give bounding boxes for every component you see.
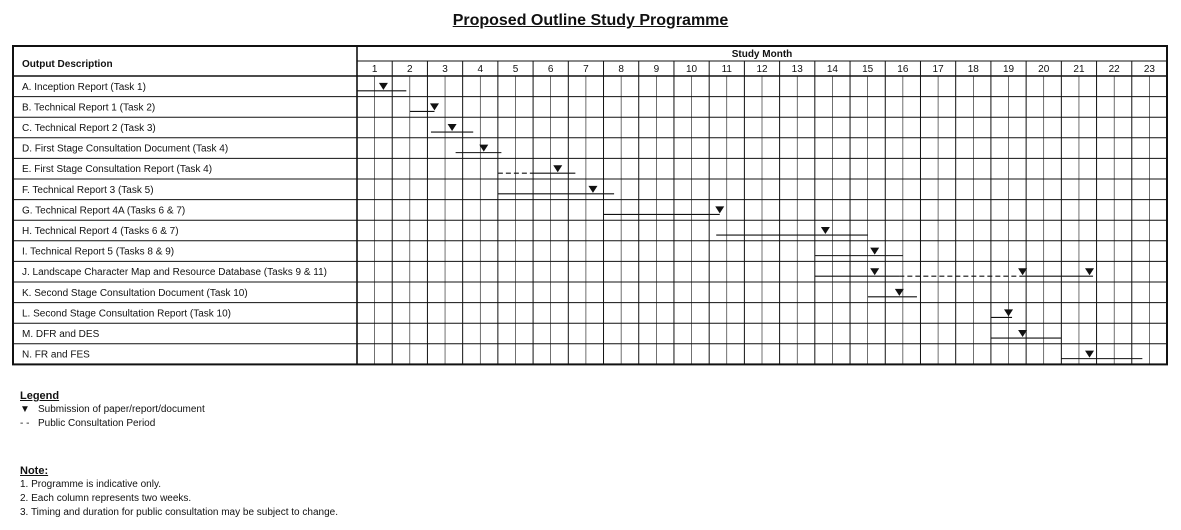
task-label: M. DFR and DES — [22, 329, 100, 340]
submission-marker — [1085, 268, 1094, 275]
month-number: 12 — [756, 64, 768, 75]
page-title: Proposed Outline Study Programme — [452, 12, 729, 29]
month-number: 13 — [791, 64, 803, 75]
submission-marker — [430, 103, 439, 110]
month-number: 9 — [653, 64, 660, 75]
task-label: F. Technical Report 3 (Task 5) — [22, 184, 154, 196]
month-number: 19 — [1002, 64, 1015, 75]
task-label: I. Technical Report 5 (Tasks 8 & 9) — [22, 246, 175, 258]
month-number: 3 — [442, 64, 448, 75]
month-number: 17 — [932, 64, 944, 75]
task-label: B. Technical Report 1 (Task 2) — [22, 102, 156, 114]
study-month-header: Study Month — [731, 49, 793, 60]
task-label: G. Technical Report 4A (Tasks 6 & 7) — [22, 205, 186, 217]
submission-marker — [448, 124, 457, 131]
month-number: 18 — [967, 64, 979, 75]
month-number: 22 — [1108, 64, 1120, 75]
submission-marker-icon: ▼ — [20, 404, 30, 415]
legend-title: Legend — [20, 390, 60, 402]
note-item: 3. Timing and duration for public consultation may be subject to change. — [20, 507, 338, 518]
month-number: 6 — [547, 64, 554, 75]
submission-marker — [553, 165, 562, 172]
notes — [20, 464, 338, 520]
month-number: 20 — [1038, 64, 1050, 75]
task-label: K. Second Stage Consultation Document (Task 10) — [22, 287, 248, 299]
month-number: 11 — [721, 64, 732, 75]
task-label: N. FR and FES — [22, 349, 90, 361]
submission-marker — [1004, 309, 1013, 316]
task-label: E. First Stage Consultation Report (Task 4) — [22, 164, 213, 176]
month-number: 7 — [583, 64, 589, 75]
submission-marker — [1085, 351, 1094, 358]
month-number: 5 — [512, 64, 519, 75]
legend-item-consultation — [20, 417, 205, 431]
legend-item-label: Submission of paper/report/document — [38, 404, 205, 415]
month-number: 21 — [1073, 64, 1085, 75]
note-title: Note: — [20, 465, 49, 477]
submission-marker — [870, 268, 879, 275]
submission-marker — [479, 145, 488, 152]
note-item: 2. Each column represents two weeks. — [20, 493, 192, 504]
dashed-line-icon: - - — [20, 418, 30, 429]
month-number: 8 — [618, 64, 624, 75]
legend — [20, 389, 205, 431]
output-description-header: Output Description — [22, 59, 113, 70]
legend-item-label: Public Consultation Period — [38, 418, 156, 429]
month-number: 4 — [477, 64, 484, 75]
legend-item-submission — [20, 403, 205, 417]
task-label: H. Technical Report 4 (Tasks 6 & 7) — [22, 226, 179, 237]
month-number: 23 — [1143, 64, 1155, 75]
submission-marker — [588, 186, 597, 193]
note-item: 1. Programme is indicative only. — [20, 479, 161, 490]
task-label: D. First Stage Consultation Document (Task 4) — [22, 143, 229, 155]
submission-marker — [821, 227, 830, 234]
task-label: C. Technical Report 2 (Task 3) — [22, 123, 156, 134]
task-label: L. Second Stage Consultation Report (Task 10) — [22, 308, 232, 320]
month-number: 14 — [826, 64, 838, 75]
submission-marker — [895, 289, 904, 296]
submission-marker — [715, 206, 724, 213]
month-number: 10 — [686, 64, 698, 75]
month-number: 15 — [862, 64, 874, 75]
month-number: 1 — [371, 64, 378, 75]
task-label: A. Inception Report (Task 1) — [22, 81, 146, 93]
month-number: 16 — [897, 64, 909, 75]
submission-marker — [870, 248, 879, 255]
task-label: J. Landscape Character Map and Resource Database (Tasks 9 & 11) — [22, 267, 327, 279]
submission-marker — [379, 83, 388, 90]
month-number: 2 — [407, 64, 413, 75]
